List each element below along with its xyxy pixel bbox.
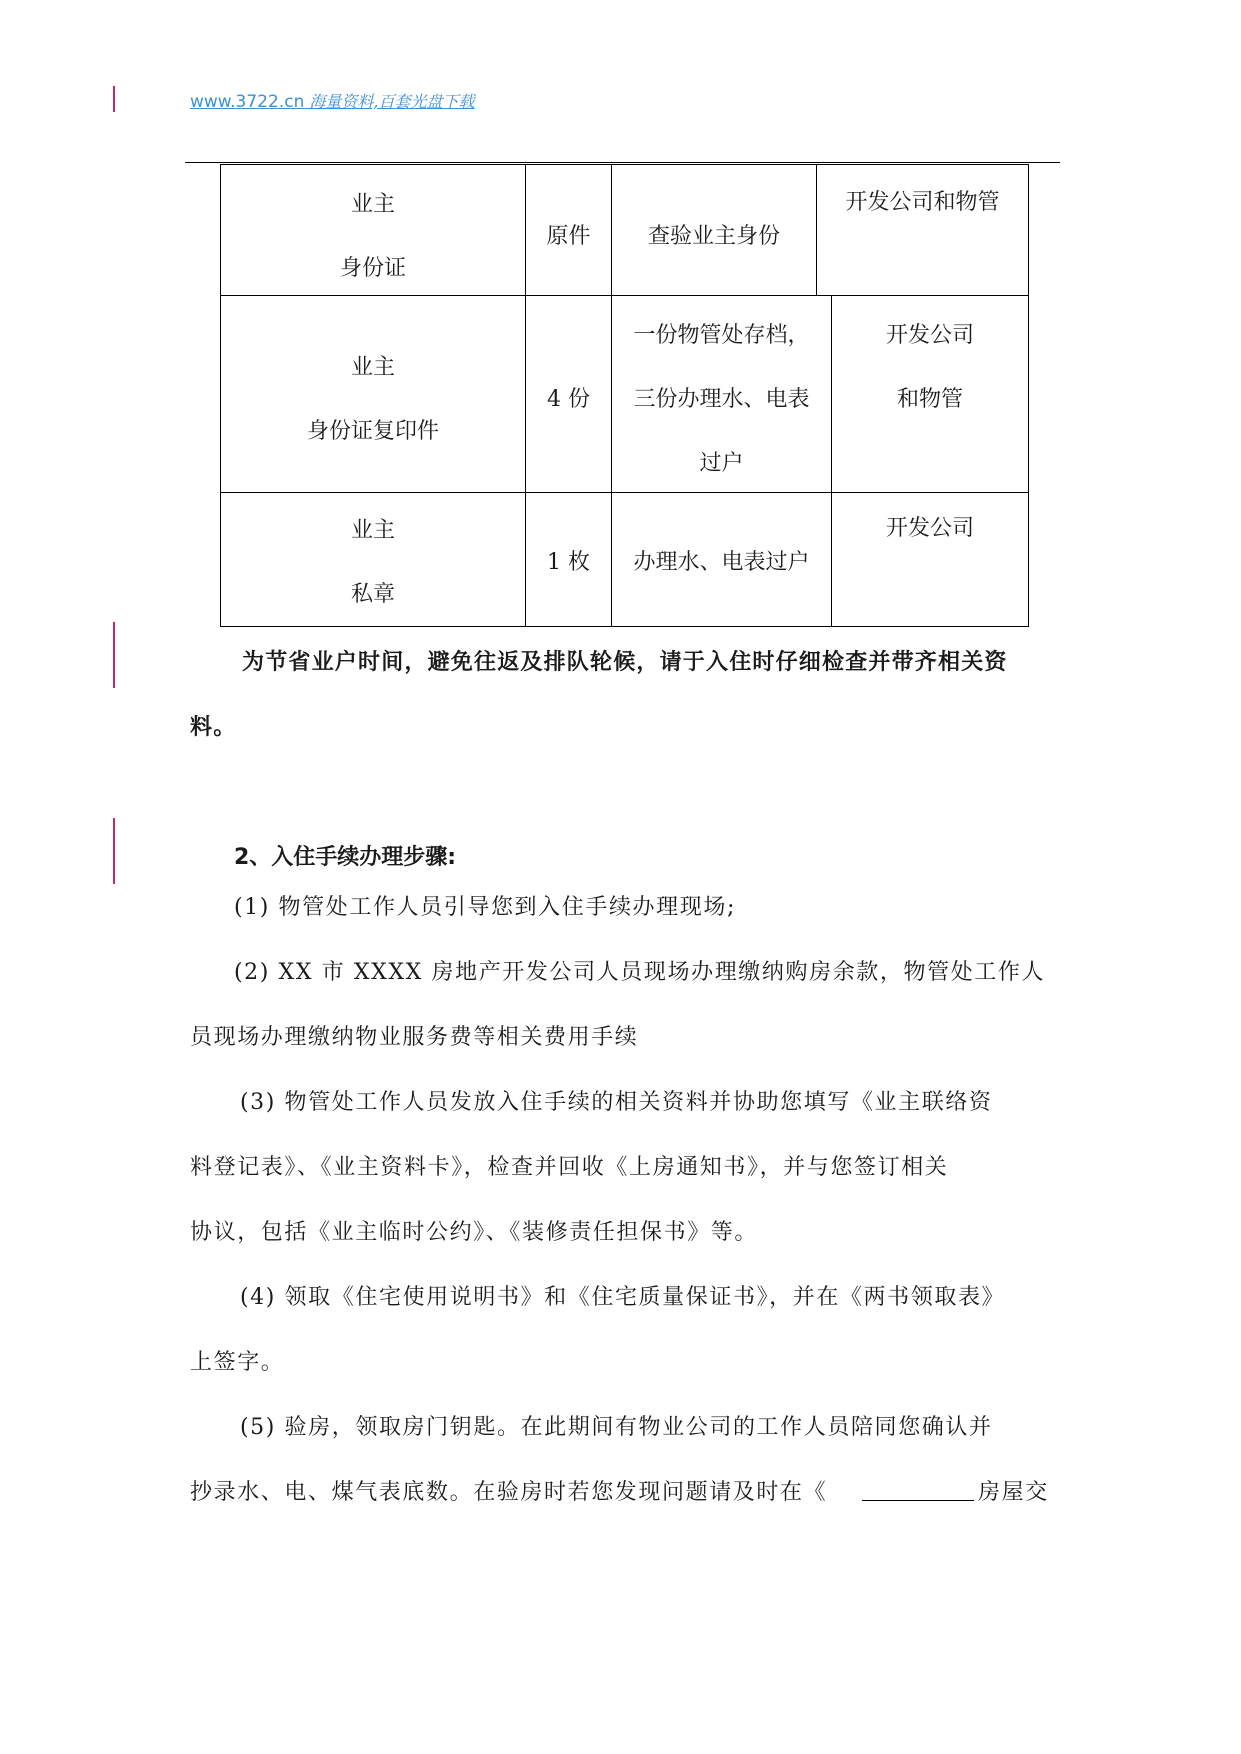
item-department: 开发公司和物管 bbox=[845, 190, 1000, 215]
requirements-table bbox=[220, 164, 1029, 627]
header-link[interactable] bbox=[190, 89, 475, 112]
table-cell bbox=[220, 492, 526, 627]
section-title: 2、入住手续办理步骤: bbox=[234, 845, 457, 870]
item-name: 业主 bbox=[350, 192, 395, 217]
item-quantity: 1 枚 bbox=[547, 550, 590, 575]
table-cell bbox=[525, 295, 612, 493]
item-quantity: 4 份 bbox=[547, 387, 590, 412]
item-purpose: 办理水、电表过户 bbox=[633, 550, 810, 575]
item-name: 身份证 bbox=[339, 256, 406, 281]
notice-paragraph bbox=[190, 630, 1060, 760]
notice-line: 料。 bbox=[190, 715, 237, 740]
table-cell bbox=[816, 164, 1029, 296]
table-cell bbox=[525, 492, 612, 627]
table-cell bbox=[831, 295, 1029, 493]
table-cell bbox=[525, 164, 612, 296]
item-name: 业主 bbox=[350, 355, 395, 380]
item-purpose: 三份办理水、电表 bbox=[633, 387, 810, 412]
table-cell bbox=[831, 492, 1029, 627]
step-line: 抄录水、电、煤气表底数。在验房时若您发现问题请及时在《 bbox=[190, 1480, 828, 1505]
notice-line: 为节省业户时间，避免往返及排队轮候，请于入住时仔细检查并带齐相关资 bbox=[242, 650, 1008, 675]
item-department: 开发公司 bbox=[885, 323, 974, 348]
item-department: 和物管 bbox=[896, 387, 963, 412]
step-line: (1) 物管处工作人员引导您到入住手续办理现场; bbox=[234, 895, 736, 920]
header-site: www.3722.cn bbox=[190, 92, 305, 112]
revision-mark bbox=[113, 86, 115, 112]
step-line: (2) XX 市 XXXX 房地产开发公司人员现场办理缴纳购房余款，物管处工作人 bbox=[234, 960, 1046, 985]
table-cell bbox=[220, 164, 526, 296]
table-cell bbox=[611, 295, 832, 493]
item-purpose: 过户 bbox=[699, 451, 744, 476]
table-cell bbox=[611, 164, 817, 296]
item-name: 私章 bbox=[350, 582, 395, 607]
step-line: 协议，包括《业主临时公约》、《装修责任担保书》等。 bbox=[190, 1220, 759, 1245]
fill-in-blank[interactable] bbox=[862, 1500, 974, 1501]
item-department: 开发公司 bbox=[885, 516, 974, 541]
step-line: 料登记表》、《业主资料卡》，检查并回收《上房通知书》，并与您签订相关 bbox=[190, 1155, 949, 1180]
step-line: 房屋交 bbox=[978, 1480, 1049, 1505]
item-purpose: 一份物管处存档， bbox=[633, 323, 810, 348]
header-tagline: 海量资料,百套光盘下载 bbox=[304, 92, 475, 111]
step-line: (4) 领取《住宅使用说明书》和《住宅质量保证书》，并在《两书领取表》 bbox=[240, 1285, 1006, 1310]
table-cell bbox=[220, 295, 526, 493]
item-purpose: 查验业主身份 bbox=[647, 224, 780, 249]
step-line: 员现场办理缴纳物业服务费等相关费用手续 bbox=[190, 1025, 639, 1050]
revision-mark bbox=[113, 818, 115, 884]
step-line: (3) 物管处工作人员发放入住手续的相关资料并协助您填写《业主联络资 bbox=[240, 1090, 993, 1115]
item-name: 身份证复印件 bbox=[306, 419, 439, 444]
revision-mark bbox=[113, 622, 115, 688]
header-rule bbox=[185, 162, 1060, 163]
step-line: (5) 验房，领取房门钥匙。在此期间有物业公司的工作人员陪同您确认并 bbox=[240, 1415, 993, 1440]
step-line: 上签字。 bbox=[190, 1350, 285, 1375]
item-name: 业主 bbox=[350, 518, 395, 543]
item-quantity: 原件 bbox=[546, 224, 591, 249]
table-cell bbox=[611, 492, 832, 627]
